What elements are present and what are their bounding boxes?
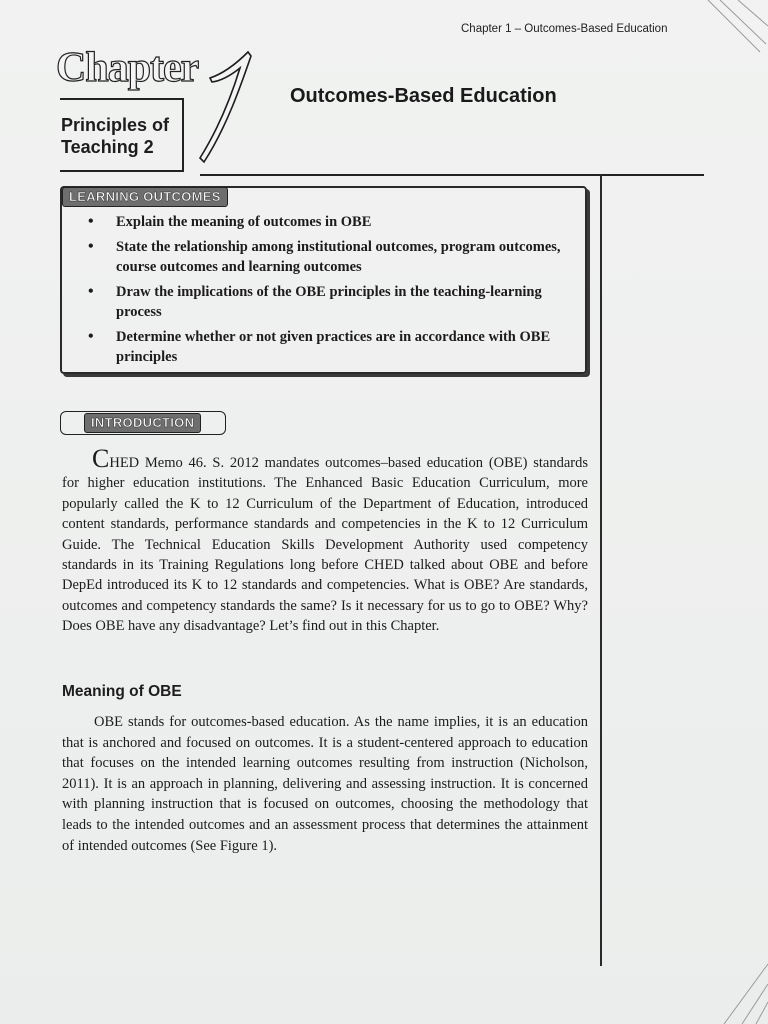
meaning-paragraph: OBE stands for outcomes-based education. As the name implies, it is an education that is anchored and focused on outcomes. It is a student-centered approach to education that focuses on the intended learning outcomes resulting from instruction (Nicholson, 2011). It is an approach in planning, delivering and assessing instruction. It is concerned with planning instruction that is focused on outcomes, choosing the methodology that leads to the intended outcomes and an assessment process that determines the attainment of intended outcomes (See Figure 1). bbox=[62, 714, 588, 854]
learning-outcomes-label: LEARNING OUTCOMES bbox=[62, 187, 228, 207]
book-title: Principles of Teaching 2 bbox=[61, 115, 170, 157]
chapter-rule-top bbox=[60, 98, 184, 100]
chapter-word: Chapter bbox=[56, 45, 199, 91]
drop-cap: C bbox=[92, 444, 110, 473]
chapter-rule-vertical bbox=[182, 98, 184, 170]
page-corner-curl bbox=[698, 954, 768, 1024]
outcome-item: • State the relationship among institutional outcomes, program outcomes, course outcomes and learning outcomes bbox=[88, 237, 580, 277]
introduction-text: HED Memo 46. S. 2012 mandates outcomes–based education (OBE) standards for higher education institutions. The Enhanced Basic Education Curriculum, more popularly called the K to 12 Curriculum of the Department of Education, introduced content standards, performance standards and competencies in the K to 12 Curriculum Guide. The Technical Education Skills Development Authority used competency standards in its Training Regulations long before CHED talked about OBE and before DepEd introduced its K to 12 standards and competencies. What is OBE? Are standards, outcomes and competency standards the same? Is it necessary for us to go to OBE? Why? Does OBE have any disadvantage? Let’s find out in this Chapter. bbox=[62, 455, 588, 635]
outcome-item: • Determine whether or not given practices are in accordance with OBE principles bbox=[88, 327, 580, 367]
introduction-label: INTRODUCTION bbox=[84, 413, 201, 433]
learning-outcomes-list bbox=[88, 212, 580, 372]
introduction-paragraph bbox=[62, 444, 588, 637]
chapter-title: Outcomes-Based Education bbox=[290, 85, 557, 107]
margin-rule bbox=[600, 174, 602, 966]
chapter-number-glyph bbox=[196, 48, 256, 168]
outcome-item: • Explain the meaning of outcomes in OBE bbox=[88, 212, 580, 232]
page-corner-scratch bbox=[698, 0, 768, 60]
section-heading: Meaning of OBE bbox=[62, 683, 182, 700]
outcome-item: • Draw the implications of the OBE principles in the teaching-learning process bbox=[88, 282, 580, 322]
header-rule bbox=[200, 174, 704, 176]
running-head: Chapter 1 – Outcomes-Based Education bbox=[461, 23, 668, 35]
chapter-rule-bottom bbox=[60, 170, 184, 172]
